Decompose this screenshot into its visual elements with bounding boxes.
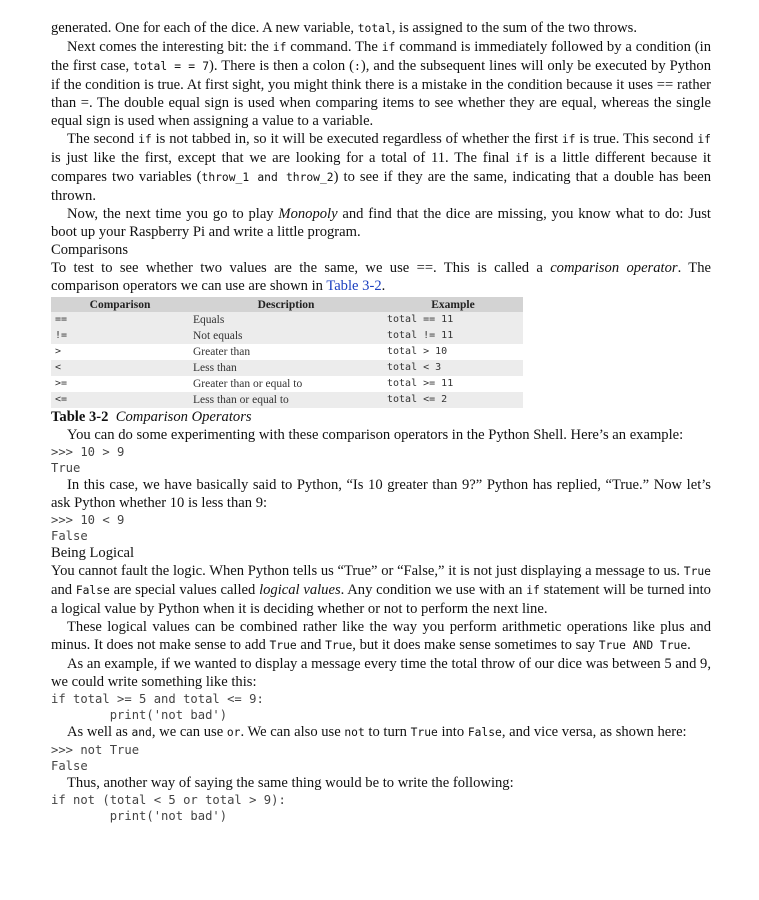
example-cell: total == 11: [383, 312, 523, 328]
code-example-not-or: if not (total < 5 or total > 9): print('not bad'): [51, 793, 286, 823]
table-row: [51, 360, 523, 376]
paragraph-ask-python: In this case, we have basically said to Python, “Is 10 greater than 9?” Python has replied, “True.” Now let’s ask Python whether 10 is less than 9:: [51, 477, 711, 511]
code-example-and: if total >= 5 and total <= 9: print('not bad'): [51, 692, 264, 722]
header-comparison: Comparison: [51, 297, 189, 312]
header-description: Description: [189, 297, 383, 312]
paragraph-monopoly: Now, the next time you go to play Monopoly and find that the dice are missing, you know what to do: Just boot up your Raspberry Pi and write a little program.: [51, 206, 711, 240]
example-cell: total < 3: [383, 360, 523, 376]
description-cell: Greater than: [193, 346, 251, 358]
table-header-row: [51, 297, 523, 312]
description-cell: Less than: [189, 360, 383, 376]
description-cell: Greater than or equal to: [193, 378, 303, 390]
paragraph-combine-logical: These logical values can be combined rather like the way you perform arithmetic operations like plus and minus. It does not make sense to add True and True, but it does make sense sometimes to say True AND True.: [51, 619, 711, 653]
paragraph-second-if: The second if is not tabbed in, so it will be executed regardless of whether the first if is true. This second if is just like the first, except that we are looking for a total of 11. The final if is a little different because it compares two variables (throw_1 and throw_2) to see if they are the same, indicating that a double has been thrown.: [51, 131, 711, 204]
book-page: [51, 19, 711, 824]
table-reference-link[interactable]: Table 3-2: [326, 278, 382, 294]
paragraph-or-not: As well as and, we can use or. We can also use not to turn True into False, and vice versa, as shown here:: [67, 724, 687, 740]
paragraph-logical-values: You cannot fault the logic. When Python tells us “True” or “False,” it is not just displaying a message to us. True and False are special values called logical values. Any condition we use with an if statement will be turned into a logical value by Python when it is deciding whether or not to perform the next line.: [51, 563, 711, 617]
code-example-not: >>> not True False: [51, 743, 140, 773]
operator-cell: !=: [51, 328, 189, 344]
heading-comparisons: Comparisons: [51, 242, 129, 258]
table-caption: Table 3-2 Comparison Operators: [51, 409, 252, 425]
header-example: Example: [383, 297, 523, 312]
example-cell: total != 11: [383, 328, 523, 344]
paragraph-dice-example: As an example, if we wanted to display a message every time the total throw of our dice was between 5 and 9, we could write something like this:: [51, 656, 711, 690]
paragraph-if-command: Next comes the interesting bit: the if command. The if command is immediately followed by a condition (in the first case, total = = 7). There is then a colon (:), and the subsequent lines will only be executed by Python if the condition is true. At first sight, you might think there is a mistake in the condition because it uses == rather than =. The double equal sign is used when comparing items to see whether they are equal, whereas the single equal sign is used when assigning a value to a variable.: [51, 39, 712, 129]
operator-cell: ==: [51, 312, 189, 328]
paragraph-another-way: Thus, another way of saying the same thing would be to write the following:: [67, 775, 514, 791]
paragraph-dice-total: generated. One for each of the dice. A new variable, total, is assigned to the sum of the two throws.: [51, 20, 637, 36]
operator-cell: >: [55, 346, 62, 357]
table-row: [51, 312, 523, 328]
description-cell: Less than or equal to: [189, 392, 383, 408]
example-cell: total > 10: [387, 346, 448, 357]
description-cell: Equals: [189, 312, 383, 328]
code-example-less: >>> 10 < 9 False: [51, 513, 125, 543]
heading-being-logical: Being Logical: [51, 545, 135, 561]
table-row: [51, 328, 523, 344]
operator-cell: >=: [55, 378, 68, 389]
operator-cell: <=: [51, 392, 189, 408]
description-cell: Not equals: [189, 328, 383, 344]
paragraph-experiment: You can do some experimenting with these comparison operators in the Python Shell. Here’s an example:: [67, 427, 684, 443]
paragraph-comparison-operator: To test to see whether two values are the same, we use ==. This is called a comparison operator. The comparison operators we can use are shown in Table 3-2.: [51, 260, 711, 294]
example-cell: total <= 2: [383, 392, 523, 408]
example-cell: total >= 11: [387, 378, 454, 389]
table-row: [51, 376, 523, 392]
operator-cell: <: [51, 360, 189, 376]
table-row: [51, 392, 523, 408]
comparison-operators-table: [51, 297, 523, 408]
code-example-greater: >>> 10 > 9 True: [51, 445, 125, 475]
table-row: [51, 344, 523, 360]
